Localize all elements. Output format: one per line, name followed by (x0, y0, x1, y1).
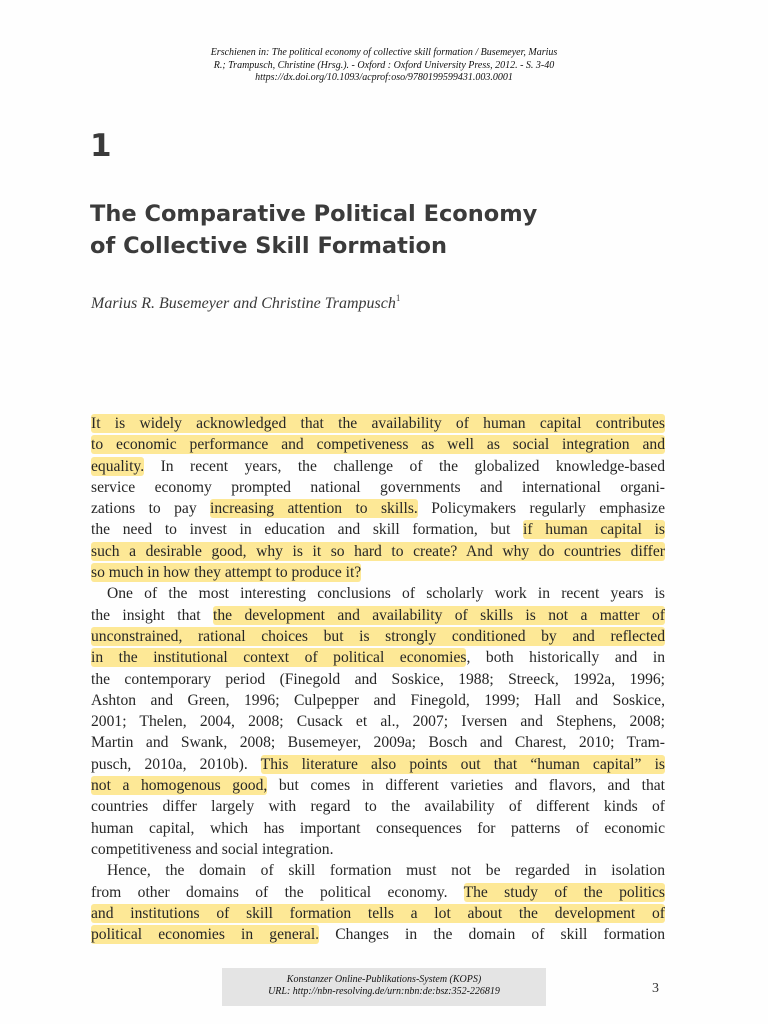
page-number: 3 (652, 981, 659, 996)
text-line (91, 775, 665, 796)
highlighted-text: increasing attention to skills. (210, 500, 418, 518)
highlighted-text: This literature also points out that “human capital” is (260, 755, 666, 773)
text-line (91, 860, 665, 881)
paragraph-1 (91, 413, 665, 583)
highlighted-text: The study of the politics (463, 883, 665, 901)
highlighted-text: political economies in general. (91, 926, 320, 944)
line-text: countries differ largely with regard to the availability of different kinds of (91, 798, 665, 816)
line-text: Ashton and Green, 1996; Culpepper and Finegold, 1999; Hall and Soskice, (91, 691, 665, 709)
text-line (91, 903, 665, 924)
footnote-marker: 1 (395, 293, 401, 303)
line-text: , both historically and in (466, 649, 665, 667)
line-text: Changes in the domain of skill formation (319, 926, 666, 944)
text-line (91, 541, 665, 562)
line-text: Policymakers regularly emphasize (417, 500, 665, 518)
highlighted-text: in the institutional context of political economies (91, 649, 467, 667)
text-line (91, 519, 665, 540)
text-line (91, 924, 665, 945)
line-text: the insight that (91, 606, 214, 624)
citation-line: R.; Trampusch, Christine (Hrsg.). - Oxford : Oxford University Press, 2012. - S. 3-40 (213, 59, 555, 71)
text-line (91, 711, 665, 732)
highlighted-text: if human capital is (523, 521, 665, 539)
line-text: service economy prompted national governments and international organi- (91, 478, 665, 496)
text-line (91, 690, 665, 711)
text-line (91, 434, 665, 455)
citation-line: Erschienen in: The political economy of collective skill formation / Busemeyer, Marius (210, 47, 558, 58)
chapter-title-line: of Collective Skill Formation (90, 233, 448, 259)
text-line (91, 498, 665, 519)
line-text: but comes in different varieties and flavors, and that (267, 777, 666, 795)
highlighted-text: so much in how they attempt to produce it? (91, 564, 362, 582)
citation-doi: https://dx.doi.org/10.1093/acprof:oso/9780199599431.003.0001 (255, 72, 513, 83)
body-text (91, 413, 665, 945)
chapter-number: 1 (90, 128, 112, 164)
paragraph-3 (91, 860, 665, 945)
text-line (91, 456, 665, 477)
line-text: the need to invest in education and skill formation, but (91, 521, 524, 539)
line-text: Hence, the domain of skill formation must not be regarded in isolation (107, 862, 665, 880)
highlighted-text: such a desirable good, why is it so hard to create? And why do countries differ (91, 542, 665, 560)
line-text: 2001; Thelen, 2004, 2008; Cusack et al., 2007; Iversen and Stephens, 2008; (91, 713, 665, 731)
highlighted-text: It is widely acknowledged that the availability of human capital contributes (91, 415, 665, 432)
text-line (91, 562, 665, 583)
chapter-title-line: The Comparative Political Economy (90, 201, 538, 227)
line-text: Martin and Swank, 2008; Busemeyer, 2009a; Bosch and Charest, 2010; Tram- (91, 734, 665, 752)
chapter-title (90, 198, 650, 262)
repository-url: URL: http://nbn-resolving.de/urn:nbn:de:bsz:352-226819 (268, 986, 500, 997)
text-line (91, 647, 665, 668)
text-line (91, 413, 665, 434)
line-text: competitiveness and social integration. (91, 840, 334, 858)
line-text: zations to pay (91, 500, 211, 518)
line-text: One of the most interesting conclusions of scholarly work in recent years is (107, 585, 665, 603)
highlighted-text: equality. (91, 457, 145, 475)
text-line (91, 669, 665, 690)
text-line (91, 605, 665, 626)
line-text: the contemporary period (Finegold and Soskice, 1988; Streeck, 1992a, 1996; (91, 670, 665, 688)
highlighted-text: and institutions of skill formation tells a lot about the development of (91, 904, 665, 922)
line-text: In recent years, the challenge of the globalized knowledge-based (144, 457, 665, 475)
highlighted-text: the development and availability of skills is not a matter of (213, 606, 665, 624)
line-text: pusch, 2010a, 2010b). (91, 755, 261, 773)
repository-name: Konstanzer Online-Publikations-System (KOPS) (286, 974, 482, 985)
text-line (91, 583, 665, 604)
text-line (91, 796, 665, 817)
authors-names: Marius R. Busemeyer and Christine Trampusch (91, 295, 396, 312)
line-text: from other domains of the political economy. (91, 883, 464, 901)
text-line (91, 839, 665, 860)
chapter-authors (91, 293, 400, 313)
text-line (91, 818, 665, 839)
highlighted-text: to economic performance and competiveness as well as social integration and (91, 436, 665, 454)
highlighted-text: not a homogenous good, (91, 777, 268, 795)
text-line (91, 477, 665, 498)
line-text: human capital, which has important consequences for patterns of economic (91, 819, 665, 837)
header-citation (150, 47, 618, 85)
highlighted-text: unconstrained, rational choices but is strongly conditioned by and reflected (91, 627, 665, 645)
paragraph-2 (91, 583, 665, 860)
text-line (91, 626, 665, 647)
text-line (91, 732, 665, 753)
repository-footer (222, 968, 546, 1006)
text-line (91, 882, 665, 903)
text-line (91, 754, 665, 775)
